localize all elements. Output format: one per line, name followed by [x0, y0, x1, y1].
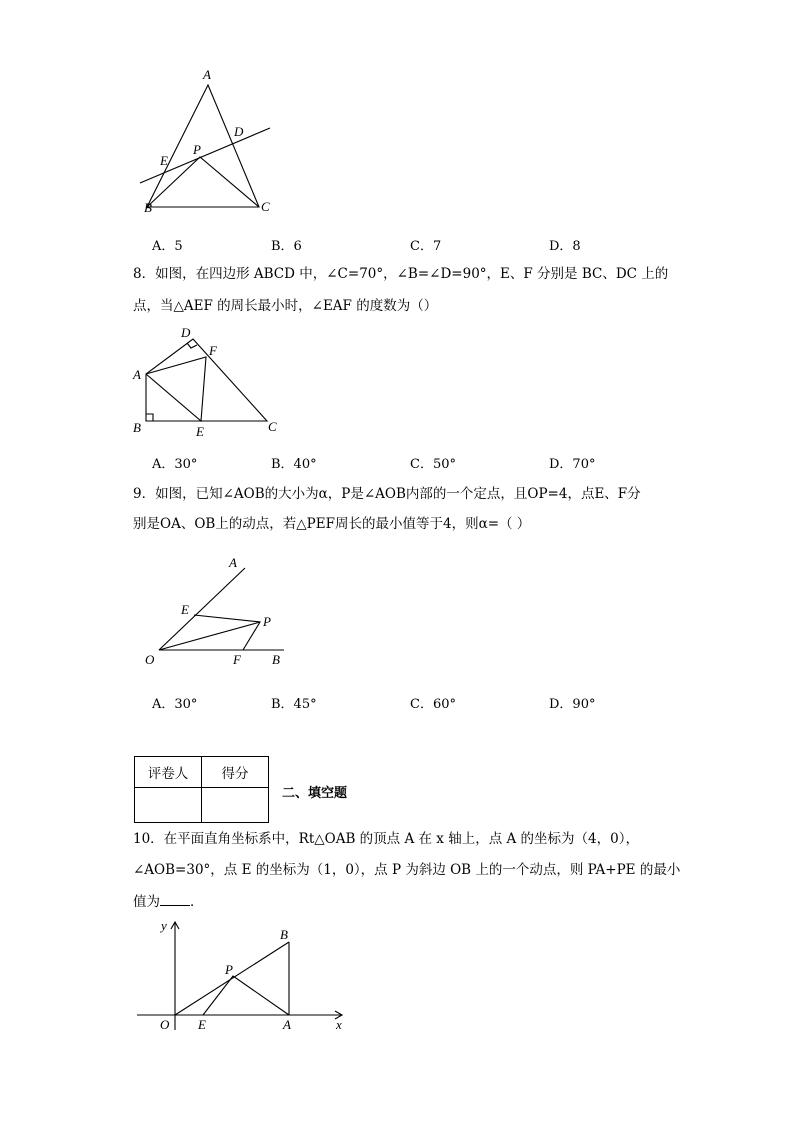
- q7-label-c: C: [261, 199, 270, 214]
- q10-segment-ob: [175, 942, 289, 1015]
- q10-label-y: y: [161, 918, 167, 933]
- q7-label-b: B: [144, 200, 152, 215]
- q10-stem-line2: ∠AOB=30°，点 E 的坐标为（1，0），点 P 为斜边 OB 上的一个动点，则 PA+PE 的最小: [133, 862, 681, 878]
- q9-choice-a: A．30°: [152, 697, 198, 712]
- q7-label-e: E: [160, 153, 168, 168]
- q8-choice-d: D．70°: [549, 457, 596, 472]
- q8-label-f: F: [209, 343, 217, 358]
- q9-label-b: B: [272, 652, 280, 667]
- score-table-grader-header: 评卷人: [135, 757, 202, 788]
- q10-stem-line1: 10．在平面直角坐标系中，Rt△OAB 的顶点 A 在 x 轴上，点 A 的坐标为（4，0），: [133, 831, 639, 847]
- q9-stem-line1: 9．如图，已知∠AOB的大小为α，P是∠AOB内部的一个定点，且OP=4，点E、F分: [133, 486, 641, 502]
- score-table-score-header: 得分: [202, 757, 269, 788]
- q9-label-p: P: [263, 614, 271, 629]
- q8-label-b: B: [133, 420, 141, 435]
- q7-label-p: P: [193, 142, 201, 157]
- q9-choice-d: D．90°: [549, 697, 596, 712]
- q8-choice-b: B．40°: [271, 457, 317, 472]
- q10-label-o: O: [160, 1017, 170, 1032]
- q10-label-x: x: [336, 1017, 342, 1032]
- q8-stem-line1: 8．如图，在四边形 ABCD 中，∠C=70°，∠B=∠D=90°，E、F 分别是 BC、DC 上的: [133, 266, 669, 282]
- q8-stem-line2: 点，当△AEF 的周长最小时，∠EAF 的度数为（）: [133, 298, 438, 314]
- section-title: 二、填空题: [282, 786, 348, 801]
- q7-label-a: A: [203, 67, 211, 82]
- q9-label-e: E: [181, 602, 189, 617]
- q10-label-e: E: [198, 1017, 206, 1032]
- q8-label-d: D: [181, 325, 191, 340]
- q9-label-a: A: [229, 555, 237, 570]
- q10-label-b: B: [280, 927, 288, 942]
- q7-label-d: D: [234, 124, 244, 139]
- q10-stem-line3-prefix: 值为: [133, 894, 160, 910]
- q8-choice-c: C．50°: [410, 457, 456, 472]
- q9-label-o: O: [145, 652, 155, 667]
- q9-choice-c: C．60°: [410, 697, 456, 712]
- q8-label-c: C: [268, 419, 277, 434]
- q8-label-a: A: [133, 367, 141, 382]
- q9-label-f: F: [233, 652, 241, 667]
- q8-choice-a: A．30°: [152, 457, 198, 472]
- q10-label-p: P: [225, 962, 233, 977]
- q9-stem-line2: 别是OA、OB上的动点，若△PEF周长的最小值等于4，则α=（ ）: [133, 516, 531, 532]
- q10-label-a: A: [283, 1017, 291, 1032]
- q9-choice-b: B．45°: [271, 697, 317, 712]
- q7-choice-c: C．7: [410, 239, 442, 254]
- q7-choice-b: B．6: [271, 239, 302, 254]
- q10-stem-line3-suffix: ．: [190, 894, 204, 910]
- q7-choice-a: A．5: [152, 239, 183, 254]
- q10-segments-epa: [203, 976, 289, 1015]
- q7-choice-d: D．8: [549, 239, 581, 254]
- q8-label-e: E: [196, 424, 204, 439]
